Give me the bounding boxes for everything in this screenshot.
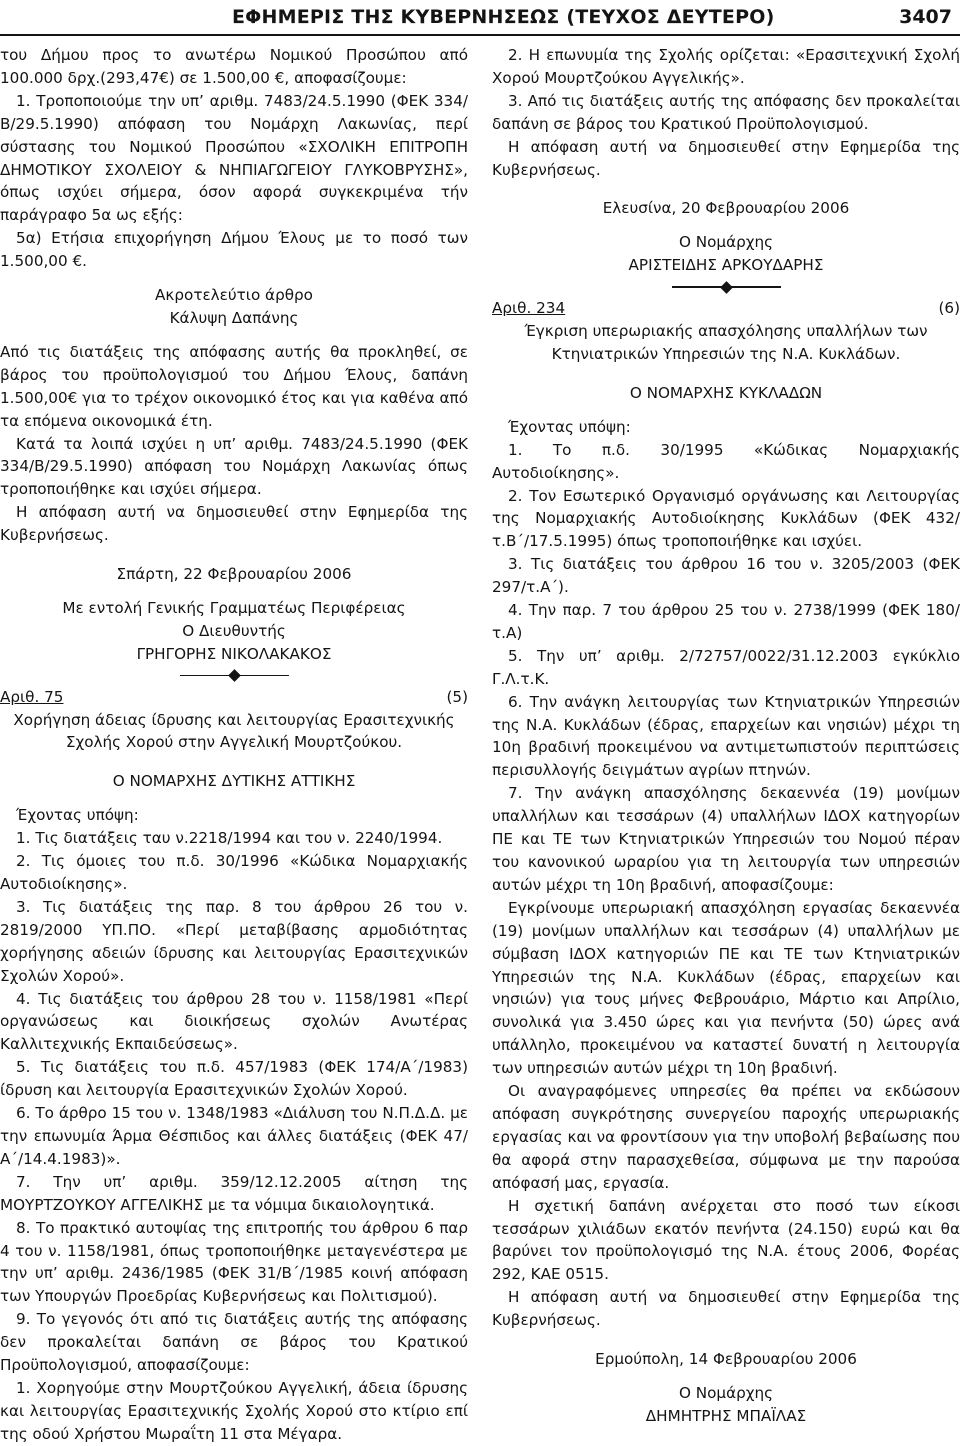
list-item: 5. Την υπ’ αριθμ. 2/72757/0022/31.12.2003 εγκύκλιο Γ.Λ.τ.Κ. (492, 646, 960, 688)
separator-ornament (492, 277, 960, 297)
article-title: Ακροτελεύτιο άρθρο (155, 286, 313, 305)
considering-heading: Έχοντας υπόψη: (16, 806, 139, 825)
decision-number-line (492, 297, 960, 320)
list-item: 2. Τον Εσωτερικό Οργανισμό οργάνωσης και Λειτουργίας της Νομαρχιακής Αυτοδιοίκησης Κυκλάδων (ΦΕΚ 432/τ.Β΄/17.5.1995) όπως τροποποιήθηκε και ισχύει. (492, 486, 960, 551)
issuing-authority: Ο ΝΟΜΑΡΧΗΣ ΔΥΤΙΚΗΣ ΑΤΤΙΚΗΣ (112, 772, 356, 791)
separator-line (180, 675, 230, 677)
separator-line (239, 675, 289, 677)
decision-title: Έγκριση υπερωριακής απασχόλησης υπαλλήλων των Κτηνιατρικών Υπηρεσιών της Ν.Α. Κυκλάδων. (524, 322, 928, 363)
diamond-icon (228, 669, 241, 682)
spacer (0, 793, 468, 804)
list-item: 8. Το πρακτικό αυτοψίας της επιτροπής του άρθρου 6 παρ 4 του ν. 1158/1981, όπως τροποποιήθηκε μεταγενέστερα με την υπ’ αριθμ. 2436/1985 (ΦΕΚ 31/Β΄/1985 κοινή απόφαση των Υπουργών Προεδρίας Κυβερνήσεως και Πολιτισμού). (0, 1218, 468, 1306)
article-subtitle: Κάλυψη Δαπάνης (169, 308, 299, 327)
signatory-name: ΑΡΙΣΤΕΙΔΗΣ ΑΡΚΟΥΔΑΡΗΣ (628, 256, 824, 275)
signature-role: Ο Διευθυντής (182, 621, 286, 640)
decision-number: Αριθ. 234 (492, 299, 566, 318)
header-rule (0, 34, 960, 36)
place-date: Σπάρτη, 22 Φεβρουαρίου 2006 (116, 565, 352, 584)
list-item: 1. Το π.δ. 30/1995 «Κώδικας Νομαρχιακής Αυτοδιοίκησης». (492, 440, 960, 482)
paragraph: Οι αναγραφόμενες υπηρεσίες θα πρέπει να εκδώσουν απόφαση συγκρότησης συνεργείου παροχής υπερωριακής εργασίας και να φροντίσουν για την υποβολή βεβαίωσης που θα αφορά στην παρασχεθείσα, σύμφωνα με την παρούσα απόφασή μας, εργασία. (492, 1082, 960, 1192)
spacer (492, 220, 960, 231)
list-item: 6. Την ανάγκη λειτουργίας των Κτηνιατρικών Υπηρεσιών της Ν.Α. Κυκλάδων (έδρας, επαρχείων και νησιών) μέχρι τη 10η βραδινή προκειμένου να αντιμετωπιστούν περιπτώσεις περισυλλογής δειγμάτων αγρίων πτηνών. (492, 692, 960, 780)
decision-title: Χορήγηση άδειας ίδρυσης και λειτουργίας Ερασιτεχνικής Σχολής Χορού στην Αγγελική Μουρτζούκου. (13, 710, 455, 752)
paragraph: Η απόφαση αυτή να δημοσιευθεί στην Εφημερίδα της Κυβερνήσεως. (0, 503, 468, 545)
paragraph: Η σχετική δαπάνη ανέρχεται στο ποσό των είκοσι τεσσάρων χιλιάδων εκατόν πενήντα (24.150) ευρώ και θα βαρύνει τον προϋπολογισμό της Ν.Α. έτους 2006, Φορέας 292, ΚΑΕ 0515. (492, 1196, 960, 1284)
spacer (0, 754, 468, 770)
right-column (492, 44, 960, 1428)
list-item: 5. Τις διατάξεις του π.δ. 457/1983 (ΦΕΚ 174/Α΄/1983) ίδρυση και λειτουργία Ερασιτεχνικών Σχολών Χορού. (0, 1058, 468, 1100)
considering-heading: Έχοντας υπόψη: (508, 417, 631, 436)
spacer (492, 1332, 960, 1348)
paragraph: Εγκρίνουμε υπερωριακή απασχόληση εργασίας δεκαεννέα (19) μονίμων υπαλλήλων και τεσσάρων (4) υπαλλήλων με σύμβαση ΙΔΟΧ κατηγοριών ΠΕ και ΤΕ των Κτηνιατρικών Υπηρεσιών της Ν.Α. Κυκλάδων (έδρας, επαρχείων και νησιών) για τους μήνες Φεβρουάριο, Μάρτιο και Απρίλιο, συνολικά για 3.450 ώρες και για πενήντα (50) ώρες ανά υπάλληλο, προκειμένου να καταστεί δυνατή η λειτουργία των υπηρεσιών αυτών μέχρι τη 10η βραδινή. (492, 898, 960, 1078)
list-item: 3. Τις διατάξεις του άρθρου 16 του ν. 3205/2003 (ΦΕΚ 297/τ.Α΄). (492, 555, 960, 597)
paragraph: Από τις διατάξεις της απόφασης αυτής θα προκληθεί, σε βάρος του προϋπολογισμού του Δήμου Έλους, δαπάνη 1.500,00€ για το τρέχον οικονομικό έτος και για καθένα από τα επόμενα οικονομικά έτη. (0, 342, 468, 430)
list-item: 2. Τις όμοιες του π.δ. 30/1996 «Κώδικα Νομαρχιακής Αυτοδιοίκησης». (0, 852, 468, 893)
paragraph: 5α) Ετήσια επιχορήγηση Δήμου Έλους με το ποσό των 1.500,00 €. (0, 229, 468, 271)
left-column (0, 44, 468, 1446)
decision-number-line (0, 686, 468, 709)
paragraph: 3. Από τις διατάξεις αυτής της απόφασης δεν προκαλείται δαπάνη σε βάρος του Κρατικού Προϋπολογισμού. (492, 91, 960, 133)
signature-role: Ο Νομάρχης (678, 1383, 774, 1402)
list-item: 4. Την παρ. 7 του άρθρου 25 του ν. 2738/1999 (ΦΕΚ 180/τ.Α) (492, 601, 960, 642)
paragraph: Η απόφαση αυτή να δημοσιευθεί στην Εφημερίδα της Κυβερνήσεως. (492, 137, 960, 179)
place-date: Ερμούπολη, 14 Φεβρουαρίου 2006 (595, 1350, 857, 1369)
spacer (492, 366, 960, 382)
separator-line (672, 286, 722, 288)
list-item: 3. Τις διατάξεις της παρ. 8 του άρθρου 26 του ν. 2819/2000 ΥΠ.ΠΟ. «Περί μεταβίβασης αρμοδιότητας χορήγησης αδειών ίδρυσης και λειτουργίας Ερασιτεχνικών Σχολών Χορού». (0, 897, 468, 985)
spacer (492, 181, 960, 197)
paragraph: Η απόφαση αυτή να δημοσιευθεί στην Εφημερίδα της Κυβερνήσεως. (492, 1288, 960, 1330)
spacer (0, 330, 468, 341)
paragraph: του Δήμου προς το ανωτέρω Νομικού Προσώπου από 100.000 δρχ.(293,47€) σε 1.500,00 €, αποφασίζουμε: (0, 46, 468, 87)
spacer (0, 547, 468, 563)
paragraph: 1. Τροποποιούμε την υπ’ αριθμ. 7483/24.5.1990 (ΦΕΚ 334/Β/29.5.1990) απόφαση του Νομάρχη Λακωνίας, περί σύστασης του Νομικού Προσώπου «ΣΧΟΛΙΚΗ ΕΠΙΤΡΟΠΗ ΔΗΜΟΤΙΚΟΥ ΣΧΟΛΕΙΟΥ & ΝΗΠΙΑΓΩΓΕΙΟΥ ΓΛΥΚΟΒΡΥΣΗΣ», όπως ισχύει σήμερα, όσον αφορά συγκεκριμένα τήν παράγραφο 5α ως εξής: (0, 91, 468, 225)
diamond-icon (720, 281, 733, 294)
gazette-title: ΕΦΗΜΕΡΙΣ ΤΗΣ ΚΥΒΕΡΝΗΣΕΩΣ (ΤΕΥΧΟΣ ΔΕΥΤΕΡΟ) (232, 6, 775, 28)
issuing-authority: Ο ΝΟΜΑΡΧΗΣ ΚΥΚΛΑΔΩΝ (629, 383, 823, 402)
list-item: 4. Τις διατάξεις του άρθρου 28 του ν. 1158/1981 «Περί οργανώσεως και διοικήσεως σχολών Ανωτέρας Καλλιτεχνικής Εκπαιδεύσεως». (0, 989, 468, 1054)
signatory-name: ΓΡΗΓΟΡΗΣ ΝΙΚΟΛΑΚΑΚΟΣ (136, 644, 332, 663)
page-number: 3407 (899, 6, 952, 28)
spacer (492, 405, 960, 416)
paragraph: Κατά τα λοιπά ισχύει η υπ’ αριθμ. 7483/24.5.1990 (ΦΕΚ 334/Β/29.5.1990) απόφαση του Νομάρχη Λακωνίας όπως τροποποιήθηκε και ισχύει σήμερα. (0, 434, 468, 499)
list-item: 7. Την υπ’ αριθμ. 359/12.12.2005 αίτηση της ΜΟΥΡΤΖΟΥΚΟΥ ΑΓΓΕΛΙΚΗΣ με τα νόμιμα δικαιολογητικά. (0, 1172, 468, 1214)
list-item: 6. Το άρθρο 15 του ν. 1348/1983 «Διάλυση του Ν.Π.Δ.Δ. με την επωνυμία Άρμα Θέσπιδος και άλλες διατάξεις (ΦΕΚ 47/Α΄/14.4.1983)». (0, 1104, 468, 1168)
decision-number: Αριθ. 75 (0, 687, 64, 706)
decision-sequence: (6) (938, 299, 960, 318)
page-header (0, 0, 960, 40)
list-item: 7. Την ανάγκη απασχόλησης δεκαεννέα (19) μονίμων υπαλλήλων και τεσσάρων (4) υπαλλήλων ΙΔΟΧ κατηγορίων ΠΕ και ΤΕ των Κτηνιατρικών Υπηρεσιών του Νομού πέραν του κανονικού ωραρίου για τη λειτουργία των υπηρεσιών αυτών μέχρι τη 10η βραδινή, αποφασίζουμε: (492, 784, 960, 894)
spacer (0, 273, 468, 284)
separator-ornament (0, 666, 468, 686)
list-item: 1. Τις διατάξεις ταυ ν.2218/1994 και του ν. 2240/1994. (16, 829, 443, 848)
list-item: 9. Το γεγονός ότι από τις διατάξεις αυτής της απόφασης δεν προκαλείται δαπάνη σε βάρος του Κρατικού Προϋπολογισμού, αποφασίζουμε: (0, 1310, 468, 1375)
paragraph: 2. Η επωνυμία της Σχολής ορίζεται: «Ερασιτεχνική Σχολή Χορού Μουρτζούκου Αγγελικής». (492, 46, 960, 87)
spacer (0, 586, 468, 597)
place-date: Ελευσίνα, 20 Φεβρουαρίου 2006 (602, 199, 850, 218)
separator-line (731, 286, 781, 288)
signature-line: Με εντολή Γενικής Γραμματέως Περιφέρειας (62, 598, 406, 617)
list-item: 1. Χορηγούμε στην Μουρτζούκου Αγγελική, άδεια ίδρυσης και λειτουργίας Ερασιτεχνικής Σχολής Χορού στο κτίριο επί της οδού Χρήστου Μωραΐτη 11 στα Μέγαρα. (0, 1378, 468, 1443)
spacer (492, 1371, 960, 1382)
signatory-name: ΔΗΜΗΤΡΗΣ ΜΠΑΪΛΑΣ (645, 1406, 807, 1425)
decision-sequence: (5) (446, 687, 468, 706)
signature-role: Ο Νομάρχης (678, 233, 774, 252)
